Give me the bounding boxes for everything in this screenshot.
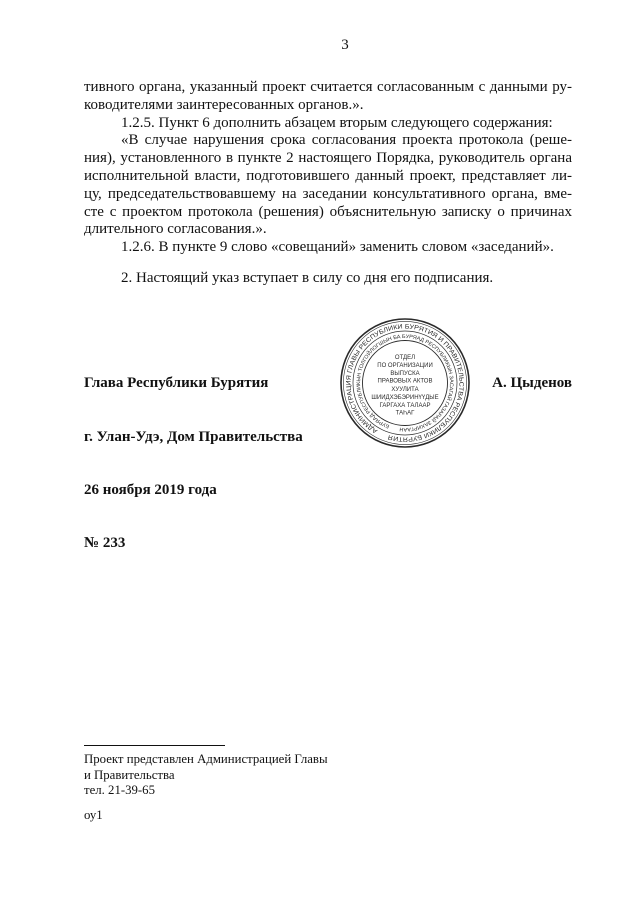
seal-center-text <box>371 355 438 417</box>
paragraph-effective-date <box>84 269 572 287</box>
text-line: 1.2.6. В пункте 9 слово «совещаний» заменить словом «заседаний». <box>121 239 554 256</box>
text-line: «В случае нарушения срока согласования проекта протокола (реше- <box>121 132 572 149</box>
signatory-name: А. Цыденов <box>492 375 572 391</box>
document-code: оу1 <box>84 808 103 822</box>
seal-center-line: ПО ОРГАНИЗАЦИИ <box>377 363 433 369</box>
footnote-line: тел. 21-39-65 <box>84 783 155 797</box>
signing-date: 26 ноября 2019 года <box>84 482 217 498</box>
signing-place: г. Улан-Удэ, Дом Правительства <box>84 429 303 445</box>
seal-center-line: ПРАВОВЫХ АКТОВ <box>377 378 433 385</box>
seal-center-line: ВЫПУСКА <box>390 371 420 377</box>
footnote <box>84 752 328 799</box>
seal-center-line: ОТДЕЛ <box>394 355 416 361</box>
text-line: ководителями заинтересованных органов.». <box>84 96 364 113</box>
seal-center-line: ШИИДХЭБЭРИНҮҮДЫЕ <box>371 395 439 401</box>
official-seal <box>337 315 473 451</box>
text-line: ния), установленного в пункте 2 настоящего Порядка, руководитель органа <box>84 150 572 167</box>
decree-number: № 233 <box>84 535 126 551</box>
seal-outer-ring-path-text: АДМИНИСТРАЦИЯ ГЛАВЫ РЕСПУБЛИКИ БУРЯТИЯ И ПРАВИТЕЛЬСТВА РЕСПУБЛИКИ БУРЯТИЯ <box>345 323 465 443</box>
paragraph <box>84 239 572 257</box>
seal-inner-ring-path-text: БУРЯАД РЕСПУБЛИКЫН ТОЛГОЙЛОГШЫН БА БУРЯАД РЕСПУБЛИКЫН ЗАСАГАЙ ГАЗАРАЙ ЗАХИРГААН <box>355 333 455 433</box>
text-line: исполнительной власти, подготовившего данный проект, представляет ли- <box>84 167 572 184</box>
paragraph <box>84 115 572 133</box>
footnote-line: Проект представлен Администрацией Главы <box>84 752 328 766</box>
seal-center-line: ТАҺАГ <box>395 410 415 417</box>
page-number: 3 <box>341 37 349 53</box>
paragraph <box>84 79 572 115</box>
seal-center-line: ГАРГАХА ТАЛААР <box>379 403 431 409</box>
decree-text <box>84 79 572 257</box>
paragraph <box>84 132 572 239</box>
text-line: 1.2.5. Пункт 6 дополнить абзацем вторым следующего содержания: <box>121 114 553 131</box>
text-line: 2. Настоящий указ вступает в силу со дня его подписания. <box>121 270 494 286</box>
signatory-position: Глава Республики Бурятия <box>84 375 269 391</box>
footnote-line: и Правительства <box>84 767 175 782</box>
text-line: длительного согласования.». <box>84 221 267 238</box>
text-line: цу, председательствовавшему на заседании консультативного органа, вме- <box>84 185 572 202</box>
footnote-separator <box>84 745 225 746</box>
text-line: тивного органа, указанный проект считается согласованным с данными ру- <box>84 79 572 95</box>
seal-center-line: ХУУЛИТА <box>391 387 419 393</box>
text-line: сте с проектом протокола (решения) объяснительную записку о причинах <box>84 203 572 220</box>
